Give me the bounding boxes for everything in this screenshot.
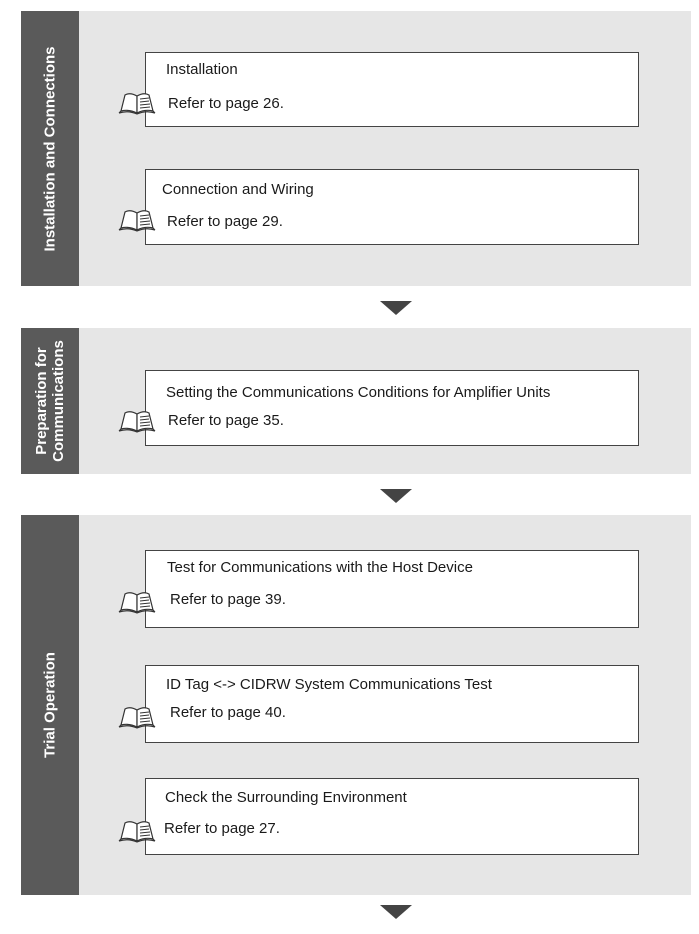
step-title: ID Tag <-> CIDRW System Communications Test: [166, 676, 492, 693]
step-box: [145, 169, 639, 245]
step-title: Test for Communications with the Host Device: [167, 559, 473, 576]
step-box: [145, 778, 639, 855]
page-reference: Refer to page 35.: [168, 412, 284, 429]
book-icon: [118, 407, 156, 433]
section-installation-connections: [21, 11, 691, 286]
arrow-down-icon: [380, 489, 412, 503]
section-sidebar: [21, 515, 79, 895]
arrow-down-icon: [380, 301, 412, 315]
section-sidebar: [21, 11, 79, 286]
step-title: Check the Surrounding Environment: [165, 789, 407, 806]
section-label: Installation and Connections: [41, 45, 59, 252]
section-label-line: Preparation for: [33, 347, 50, 455]
page-reference: Refer to page 40.: [170, 704, 286, 721]
section-preparation-communications: [21, 328, 691, 474]
section-label: Trial Operation: [41, 652, 59, 758]
step-box: [145, 52, 639, 127]
page-reference: Refer to page 39.: [170, 591, 286, 608]
section-label: [33, 340, 67, 462]
book-icon: [118, 206, 156, 232]
step-box: [145, 550, 639, 628]
arrow-down-icon: [380, 905, 412, 919]
book-icon: [118, 89, 156, 115]
step-title: Installation: [166, 61, 238, 78]
step-box: [145, 665, 639, 743]
step-title: Connection and Wiring: [162, 181, 314, 198]
page-reference: Refer to page 27.: [164, 820, 280, 837]
page-reference: Refer to page 29.: [167, 213, 283, 230]
section-sidebar: [21, 328, 79, 474]
book-icon: [118, 817, 156, 843]
step-box: [145, 370, 639, 446]
step-title: Setting the Communications Conditions for Amplifier Units: [166, 384, 551, 401]
book-icon: [118, 703, 156, 729]
section-trial-operation: [21, 515, 691, 895]
section-label-line: Communications: [50, 340, 67, 462]
book-icon: [118, 588, 156, 614]
page-reference: Refer to page 26.: [168, 95, 284, 112]
